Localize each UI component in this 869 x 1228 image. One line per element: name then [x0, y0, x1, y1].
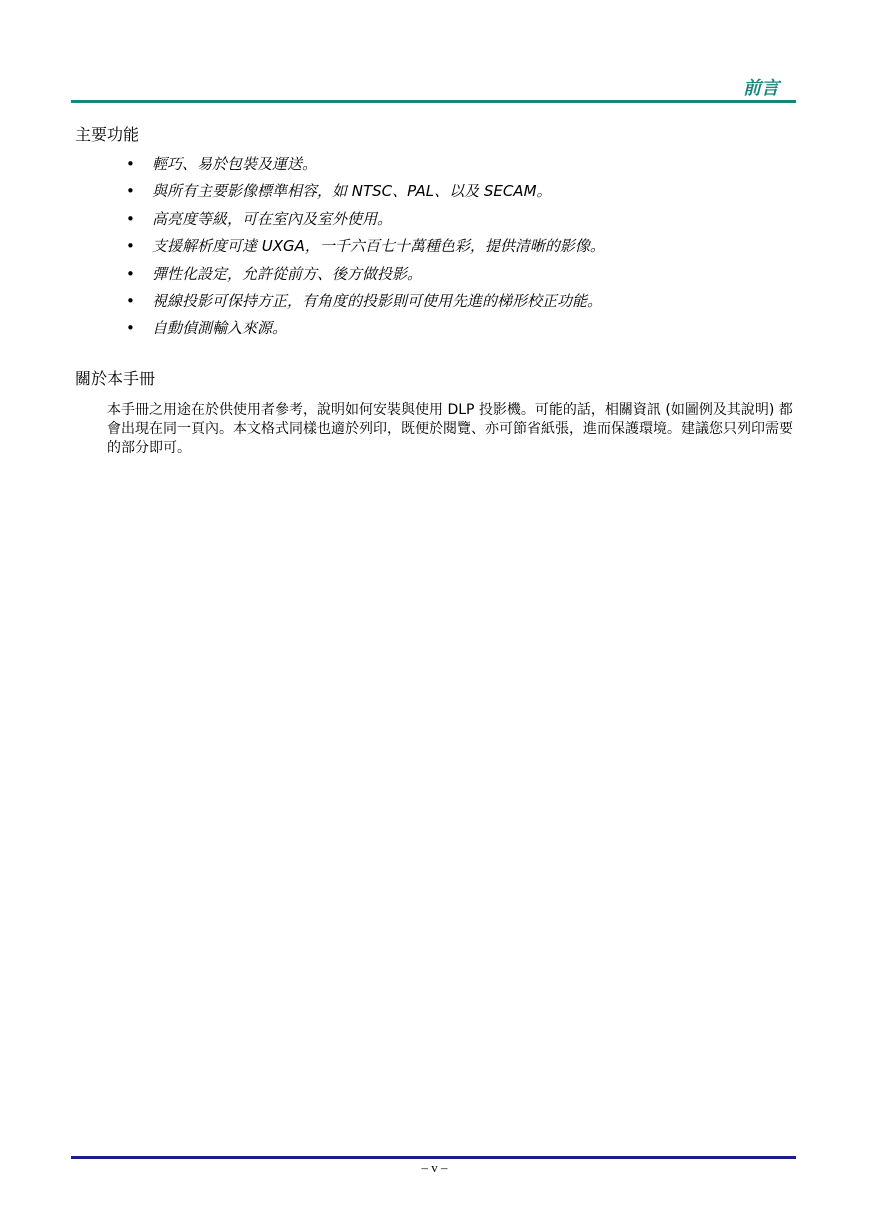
- header-divider: [71, 100, 796, 103]
- feature-item: [126, 179, 806, 206]
- feature-text: 視線投影可保持方正，有角度的投影則可使用先進的梯形校正功能。: [152, 291, 603, 310]
- feature-item: [126, 262, 806, 289]
- bullet-icon: •: [126, 155, 135, 173]
- feature-text: 支援解析度可達 UXGA，一千六百七十萬種色彩，提供清晰的影像。: [152, 237, 605, 256]
- bullet-icon: •: [126, 264, 135, 283]
- feature-text: 彈性化設定，允許從前方、後方做投影。: [152, 264, 423, 283]
- feature-item: [126, 152, 806, 179]
- feature-item: [126, 207, 806, 234]
- manual-body-paragraph: 本手冊之用途在於供使用者參考，說明如何安裝與使用 DLP 投影機。可能的話，相關資訊 (如圖例及其說明) 都會出現在同一頁內。本文格式同樣也適於列印，既便於閱覽、亦可節省紙張，進而保護環境。建議您只列印需要的部分即可。: [107, 402, 793, 456]
- footer-divider: [71, 1156, 796, 1159]
- feature-item: [126, 234, 806, 261]
- feature-text: 高亮度等級，可在室內及室外使用。: [152, 209, 393, 228]
- bullet-icon: •: [126, 209, 135, 228]
- page-number: – v –: [421, 1160, 448, 1175]
- feature-text: 與所有主要影像標準相容，如 NTSC、PAL、以及 SECAM。: [152, 182, 552, 201]
- page-header-title: 前言: [743, 78, 779, 99]
- feature-item: [126, 316, 806, 343]
- bullet-icon: •: [126, 291, 135, 310]
- features-list: [126, 152, 806, 344]
- manual-heading: 關於本手冊: [75, 369, 156, 388]
- feature-text: 輕巧、易於包裝及運送。: [152, 155, 318, 173]
- feature-text: 自動偵測輸入來源。: [152, 319, 288, 338]
- feature-item: [126, 289, 806, 316]
- bullet-icon: •: [126, 319, 135, 338]
- features-heading: 主要功能: [75, 125, 140, 144]
- bullet-icon: •: [126, 237, 135, 256]
- bullet-icon: •: [126, 182, 135, 201]
